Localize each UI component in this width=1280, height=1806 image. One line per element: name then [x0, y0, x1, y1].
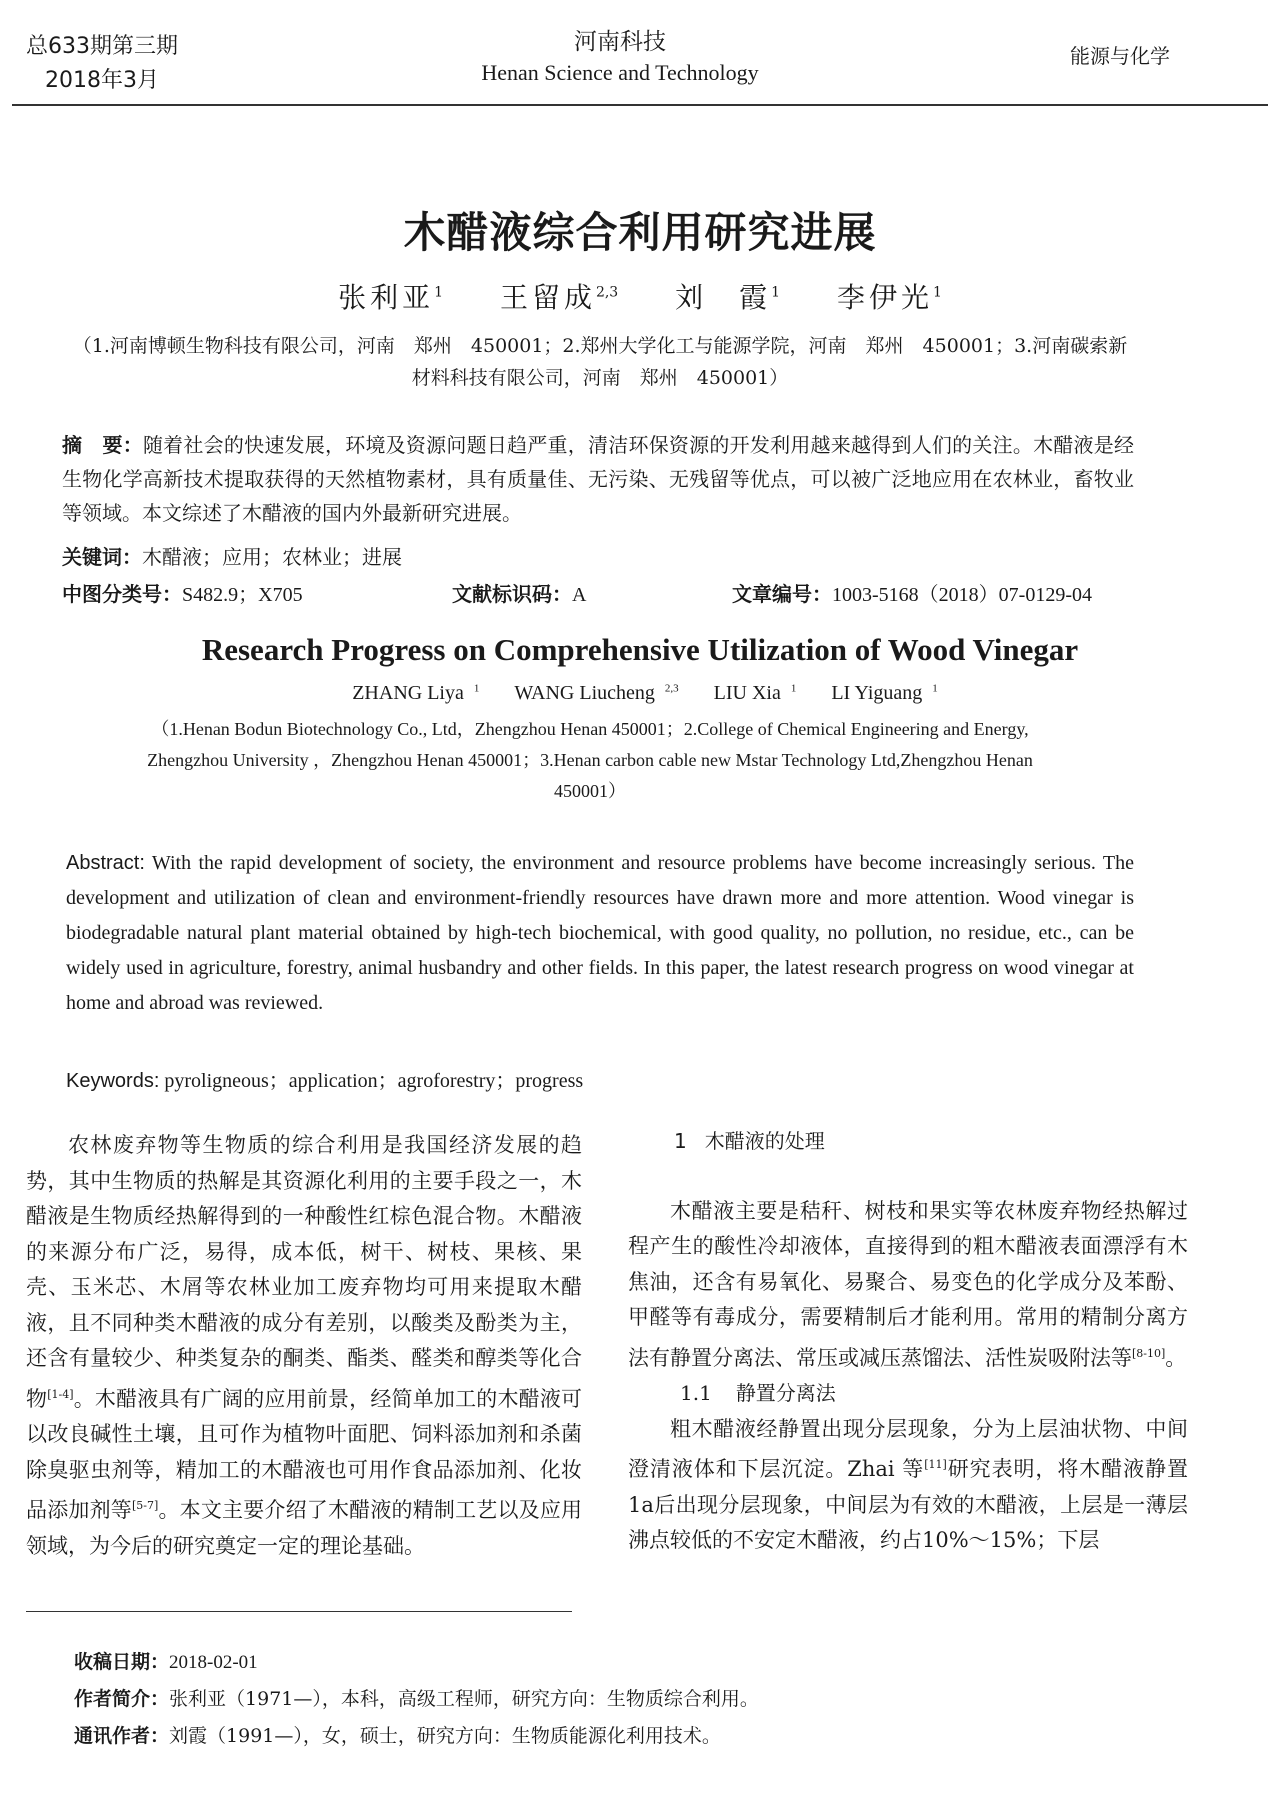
citation: [11] — [924, 1458, 947, 1471]
section-heading: 1 木醋液的处理 — [674, 1129, 825, 1153]
body-right-column — [628, 1124, 1188, 1559]
author-en: WANG Liucheng $^{2,3}$ — [514, 682, 679, 704]
author-cn: 刘 霞$^1$ — [675, 281, 781, 314]
keywords-cn-label: 关键词： — [62, 545, 142, 569]
keywords-en-text: pyroligneous；application；agroforestry；progress — [164, 1070, 584, 1092]
footnote-rule — [26, 1611, 572, 1612]
author-cn: 王留成$^{2,3}$ — [499, 281, 619, 314]
affiliation-en-line: 450001） — [554, 781, 626, 801]
keywords-en — [66, 1064, 583, 1093]
abstract-cn — [62, 428, 1134, 530]
issue-number: 总633期第三期 — [26, 34, 178, 59]
affiliation-en — [70, 714, 1110, 807]
abstract-en-label: Abstract: — [66, 852, 145, 874]
keywords-cn-text: 木醋液；应用；农林业；进展 — [142, 545, 402, 569]
affiliation-en-line: （1.Henan Bodun Biotechnology Co., Ltd，Zhengzhou Henan 450001；2.College of Chemical Engineering and Energy, — [151, 719, 1029, 739]
citation: [1-4] — [47, 1387, 74, 1401]
abstract-cn-label: 摘 要： — [62, 433, 143, 457]
author-en: LIU Xia $^1$ — [713, 682, 797, 704]
document-code: 文献标识码：A — [452, 582, 587, 606]
received-date: 收稿日期：2018-02-01 — [74, 1651, 258, 1673]
paper-title-cn: 木醋液综合利用研究进展 — [403, 208, 877, 257]
keywords-cn — [62, 541, 402, 570]
abstract-en-text: With the rapid development of society, the environment and resource problems have become increasingly serious. The development and utilization of clean and environment-friendly resources have drawn more and more attention. Wood vinegar is biodegradable natural plant material obtained by high-tech biochemical, with good quality, no pollution, no residue, etc., can be widely used in agriculture, forestry, animal husbandry and other fields. In this paper, the latest research progress on wood vinegar at home and abroad was reviewed. — [66, 852, 1134, 1014]
affiliation-cn — [60, 330, 1140, 394]
journal-name-en: Henan Science and Technology — [481, 60, 759, 85]
citation: [5-7] — [131, 1499, 159, 1512]
authors-en — [0, 682, 1280, 705]
citation: [8-10] — [1132, 1346, 1166, 1360]
affiliation-en-line: Zhengzhou University ，Zhengzhou Henan 450001；3.Henan carbon cable new Mstar Technology Ltd,Zhengzhou Henan — [147, 750, 1033, 770]
abstract-en — [66, 846, 1134, 1021]
intro-paragraph: 农林废弃物等生物质的综合利用是我国经济发展的趋势，其中生物质的热解是其资源化利用的主要手段之一，木醋液是生物质经热解得到的一种酸性红棕色混合物。木醋液的来源分布广泛，易得，成本低，树干、树枝、果核、果壳、玉米芯、木屑等农林业加工废弃物均可用来提取木醋液，且不同种类木醋液的成分有差别，以酸类及酚类为主，还含有量较少、种类复杂的酮类、酯类、醛类和醇类等化合物[1-4]。木醋液具有广阔的应用前景，经简单加工的木醋液可以改良碱性土壤，且可作为植物叶面肥、饲料添加剂和杀菌除臭驱虫剂等，精加工的木醋液也可用作食品添加剂、化妆品添加剂等[5-7]。本文主要介绍了木醋液的精制工艺以及应用领域，为今后的研究奠定一定的理论基础。 — [26, 1133, 583, 1558]
article-number: 文章编号：1003-5168（2018）07-0129-04 — [732, 582, 1092, 606]
author-en: LI Yiguang $^1$ — [831, 682, 938, 704]
keywords-en-label: Keywords: — [66, 1070, 160, 1092]
footnotes — [74, 1644, 759, 1755]
issue-info — [22, 30, 182, 98]
journal-name — [440, 26, 800, 88]
abstract-cn-text: 随着社会的快速发展，环境及资源问题日趋严重，清洁环保资源的开发利用越来越得到人们的关注。木醋液是经生物化学高新技术提取获得的天然植物素材，具有质量佳、无污染、无残留等优点，可以被广泛地应用在农林业，畜牧业等领域。本文综述了木醋液的国内外最新研究进展。 — [62, 433, 1135, 525]
corresponding-author: 通讯作者：刘霞（1991—），女，硕士，研究方向：生物质能源化利用技术。 — [74, 1725, 721, 1747]
affiliation-cn-line: （1.河南博顿生物科技有限公司，河南 郑州 450001；2.郑州大学化工与能源学院，河南 郑州 450001；3.河南碳索新 — [72, 335, 1128, 357]
issue-date: 2018年3月 — [45, 68, 159, 93]
author-bio: 作者简介：张利亚（1971—），本科，高级工程师，研究方向：生物质综合利用。 — [74, 1688, 759, 1710]
paper-title-en: Research Progress on Comprehensive Utilization of Wood Vinegar — [201, 632, 1079, 667]
author-en: ZHANG Liya $^1$ — [352, 682, 480, 704]
authors-cn — [0, 276, 1280, 316]
author-cn: 张利亚$^1$ — [338, 281, 444, 314]
body-left-column — [26, 1128, 582, 1564]
header-rule — [12, 104, 1268, 106]
body-paragraph: 粗木醋液经静置出现分层现象，分为上层油状物、中间澄清液体和下层沉淀。Zhai 等[11]研究表明，将木醋液静置1a后出现分层现象，中间层为有效的木醋液，上层是一薄层沸点较低的不安定木醋液，约占10%～15%；下层 — [628, 1416, 1189, 1552]
section-name: 能源与化学 — [1070, 44, 1170, 68]
clc-number: 中图分类号：S482.9；X705 — [62, 582, 303, 606]
affiliation-cn-line: 材料科技有限公司，河南 郑州 450001） — [411, 367, 789, 389]
body-paragraph: 木醋液主要是秸秆、树枝和果实等农林废弃物经热解过程产生的酸性冷却液体，直接得到的粗木醋液表面漂浮有木焦油，还含有易氧化、易聚合、易变色的化学成分及苯酚、甲醛等有毒成分，需要精制后才能利用。常用的精制分离方法有静置分离法、常压或减压蒸馏法、活性炭吸附法等[8-10]。 — [628, 1198, 1188, 1370]
journal-name-cn: 河南科技 — [574, 29, 666, 55]
author-cn: 李伊光$^1$ — [836, 281, 942, 314]
subsection-heading: 1.1 静置分离法 — [680, 1381, 836, 1405]
